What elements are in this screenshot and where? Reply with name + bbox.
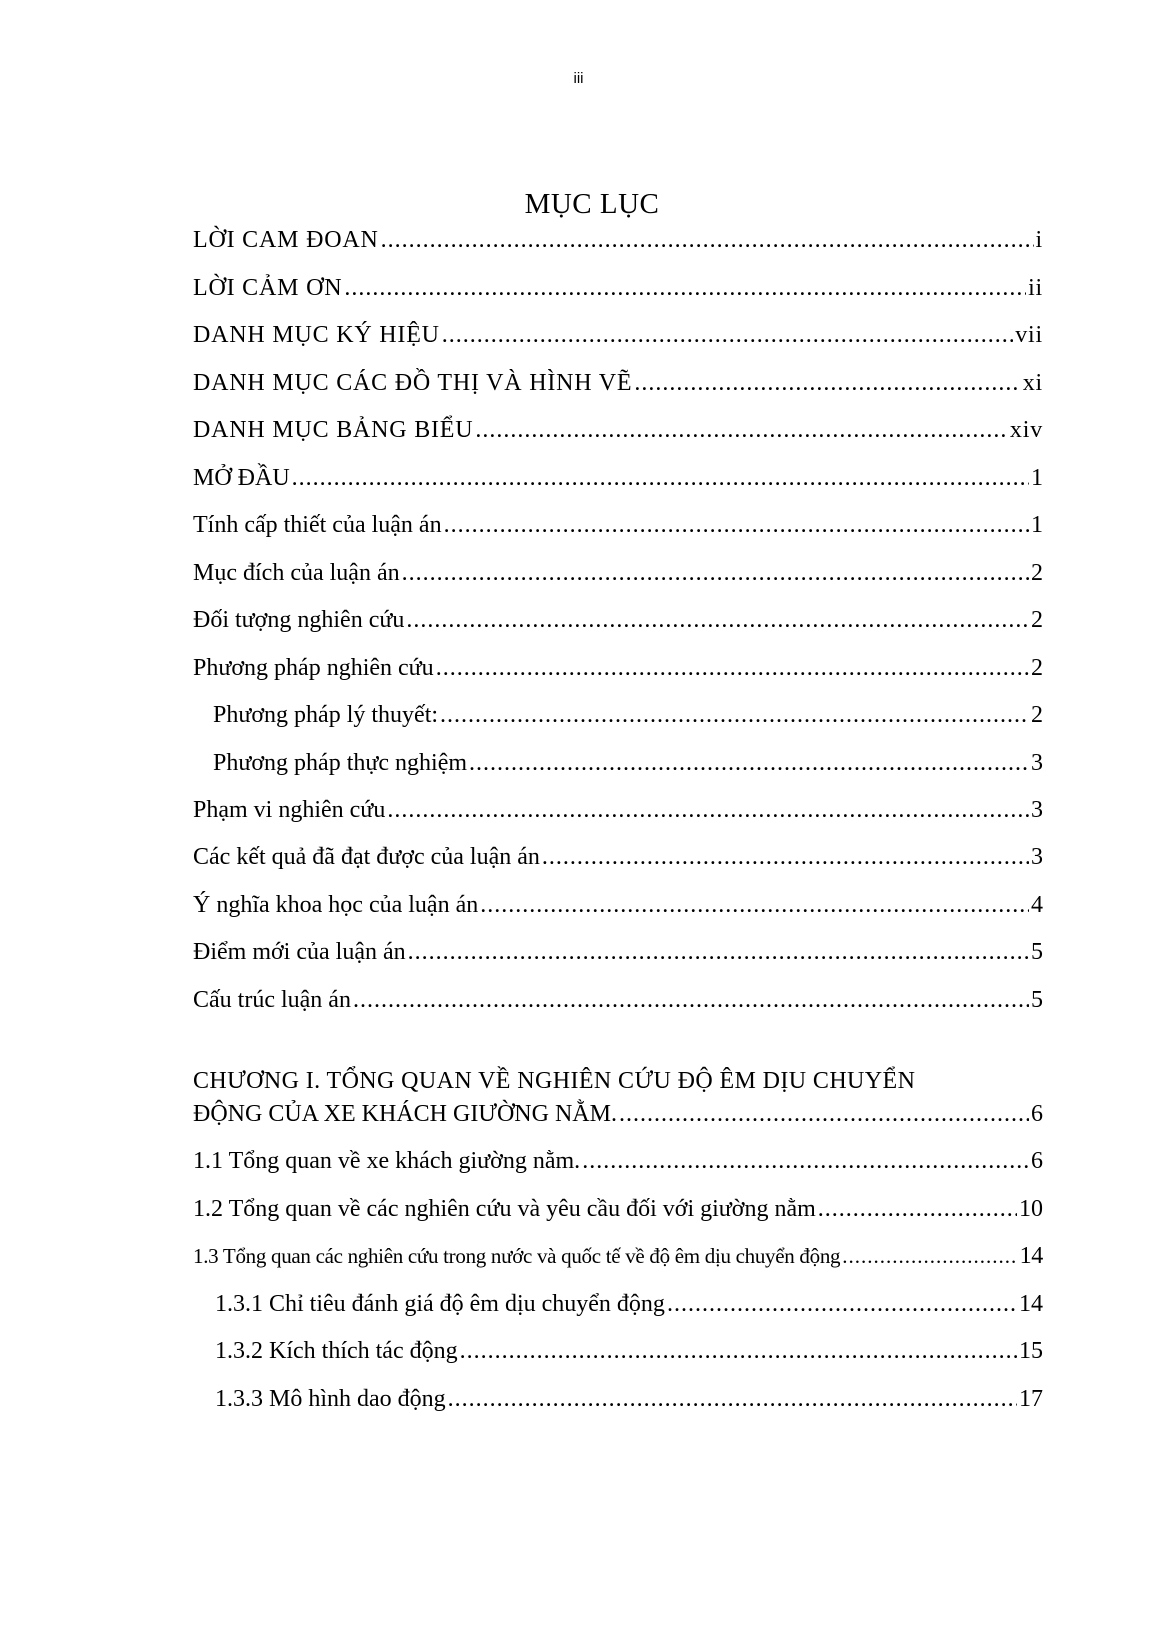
toc-leader-dots [582,1143,1029,1179]
toc-entry-ket-qua[interactable] [193,839,1043,875]
toc-entry-loi-cam-doan[interactable] [193,222,1043,258]
toc-entry-label: Phương pháp nghiên cứu [193,655,434,681]
toc-leader-dots [480,887,1029,923]
toc-entry-danh-muc-ky-hieu[interactable] [193,317,1043,353]
toc-entry-label: 1.2 Tổng quan về các nghiên cứu và yêu cầu đối với giường nằm [193,1196,816,1222]
toc-entry-1-3-3[interactable] [215,1381,1043,1417]
toc-entry-label: 1.3.3 Mô hình dao động [215,1386,446,1412]
toc-entry-page: 1 [1031,512,1043,538]
toc-leader-dots [842,1238,1017,1274]
toc-leader-dots [381,222,1034,258]
toc-entry-diem-moi[interactable] [193,934,1043,970]
toc-leader-dots [619,1096,1029,1132]
toc-entry-page: xiv [1009,417,1043,443]
toc-entry-pp-ly-thuyet[interactable] [213,697,1043,733]
toc-entry-1-3-1[interactable] [215,1286,1043,1322]
toc-entry-page: 5 [1031,939,1043,965]
toc-entry-label: 1.3.1 Chỉ tiêu đánh giá độ êm dịu chuyển động [215,1291,665,1317]
toc-entry-chuong-1[interactable] [193,1096,1043,1132]
toc-entry-label: 1.3 Tổng quan các nghiên cứu trong nước và quốc tế về độ êm dịu chuyển động [193,1244,841,1268]
toc-entry-danh-muc-bang-bieu[interactable] [193,412,1043,448]
toc-leader-dots [408,934,1029,970]
toc-entry-label: Các kết quả đã đạt được của luận án [193,844,540,870]
toc-entry-page: 3 [1031,844,1043,870]
toc-leader-dots [448,1381,1017,1417]
toc-entry-page: 2 [1031,560,1043,586]
toc-leader-dots [353,982,1029,1018]
toc-entry-page: 2 [1031,655,1043,681]
toc-leader-dots [444,507,1029,543]
toc-entry-label: Phương pháp thực nghiệm [213,750,468,776]
toc-leader-dots [344,270,1026,306]
toc-entry-label: LỜI CAM ĐOAN [193,227,379,253]
toc-entry-1-3[interactable] [193,1238,1043,1274]
toc-leader-dots [469,745,1029,781]
toc-entry-page: i [1035,227,1043,253]
toc-entry-label: Phạm vi nghiên cứu [193,797,386,823]
toc-entry-label: DANH MỤC BẢNG BIỂU [193,417,474,443]
toc-entry-page: 6 [1031,1101,1043,1127]
toc-entry-1-2[interactable] [193,1191,1043,1227]
toc-entry-page: 2 [1031,702,1043,728]
toc-entry-muc-dich[interactable] [193,555,1043,591]
toc-leader-dots [292,460,1029,496]
toc-entry-cau-truc[interactable] [193,982,1043,1018]
toc-entry-label: ĐỘNG CỦA XE KHÁCH GIƯỜNG NẰM. [193,1101,617,1127]
toc-leader-dots [634,365,1020,401]
toc-entry-page: 10 [1019,1196,1043,1222]
toc-entry-danh-muc-do-thi[interactable] [193,365,1043,401]
toc-entry-page: 15 [1019,1338,1043,1364]
toc-entry-page: 3 [1031,797,1043,823]
toc-leader-dots [667,1286,1017,1322]
toc-leader-dots [402,555,1029,591]
toc-entry-page: 3 [1031,750,1043,776]
toc-entry-page: 2 [1031,607,1043,633]
toc-entry-1-3-2[interactable] [215,1333,1043,1369]
toc-title: MỤC LỤC [524,188,660,220]
toc-entry-phuong-phap[interactable] [193,650,1043,686]
toc-leader-dots [460,1333,1017,1369]
toc-entry-label: DANH MỤC CÁC ĐỒ THỊ VÀ HÌNH VẼ [193,370,633,396]
toc-entry-label: Cấu trúc luận án [193,987,351,1013]
toc-entry-label: Tính cấp thiết của luận án [193,512,442,538]
toc-entry-1-1[interactable] [193,1143,1043,1179]
toc-leader-dots [542,839,1029,875]
toc-chapter-heading-line: CHƯƠNG I. TỔNG QUAN VỀ NGHIÊN CỨU ĐỘ ÊM DỊU CHUYỂN [193,1068,916,1094]
toc-leader-dots [436,650,1029,686]
toc-entry-page: 17 [1019,1386,1043,1412]
toc-entry-page: 14 [1019,1243,1043,1269]
page-number: iii [573,70,584,87]
toc-entry-pp-thuc-nghiem[interactable] [213,745,1043,781]
toc-entry-label: MỞ ĐẦU [193,465,290,491]
toc-entry-label: 1.1 Tổng quan về xe khách giường nằm. [193,1148,581,1174]
toc-leader-dots [442,317,1013,353]
toc-entry-label: LỜI CẢM ƠN [193,275,343,301]
toc-leader-dots [440,697,1029,733]
toc-entry-doi-tuong[interactable] [193,602,1043,638]
toc-entry-y-nghia[interactable] [193,887,1043,923]
toc-entry-page: 5 [1031,987,1043,1013]
toc-entry-label: Ý nghĩa khoa học của luận án [193,892,479,918]
toc-entry-label: DANH MỤC KÝ HIỆU [193,322,440,348]
toc-entry-label: 1.3.2 Kích thích tác động [215,1338,458,1364]
toc-entry-page: xi [1022,370,1043,396]
toc-entry-label: Điểm mới của luận án [193,939,406,965]
toc-entry-tinh-cap-thiet[interactable] [193,507,1043,543]
toc-entry-page: vii [1015,322,1043,348]
toc-leader-dots [475,412,1008,448]
toc-leader-dots [406,602,1029,638]
toc-leader-dots [387,792,1029,828]
toc-entry-page: 4 [1031,892,1043,918]
toc-entry-label: Mục đích của luận án [193,560,400,586]
toc-entry-page: 1 [1031,465,1043,491]
toc-entry-loi-cam-on[interactable] [193,270,1043,306]
toc-entry-page: 14 [1019,1291,1043,1317]
toc-entry-pham-vi[interactable] [193,792,1043,828]
toc-entry-page: 6 [1031,1148,1043,1174]
toc-leader-dots [818,1191,1017,1227]
toc-entry-label: Phương pháp lý thuyết: [213,702,439,728]
toc-entry-mo-dau[interactable] [193,460,1043,496]
toc-entry-page: ii [1028,275,1043,301]
toc-entry-label: Đối tượng nghiên cứu [193,607,405,633]
